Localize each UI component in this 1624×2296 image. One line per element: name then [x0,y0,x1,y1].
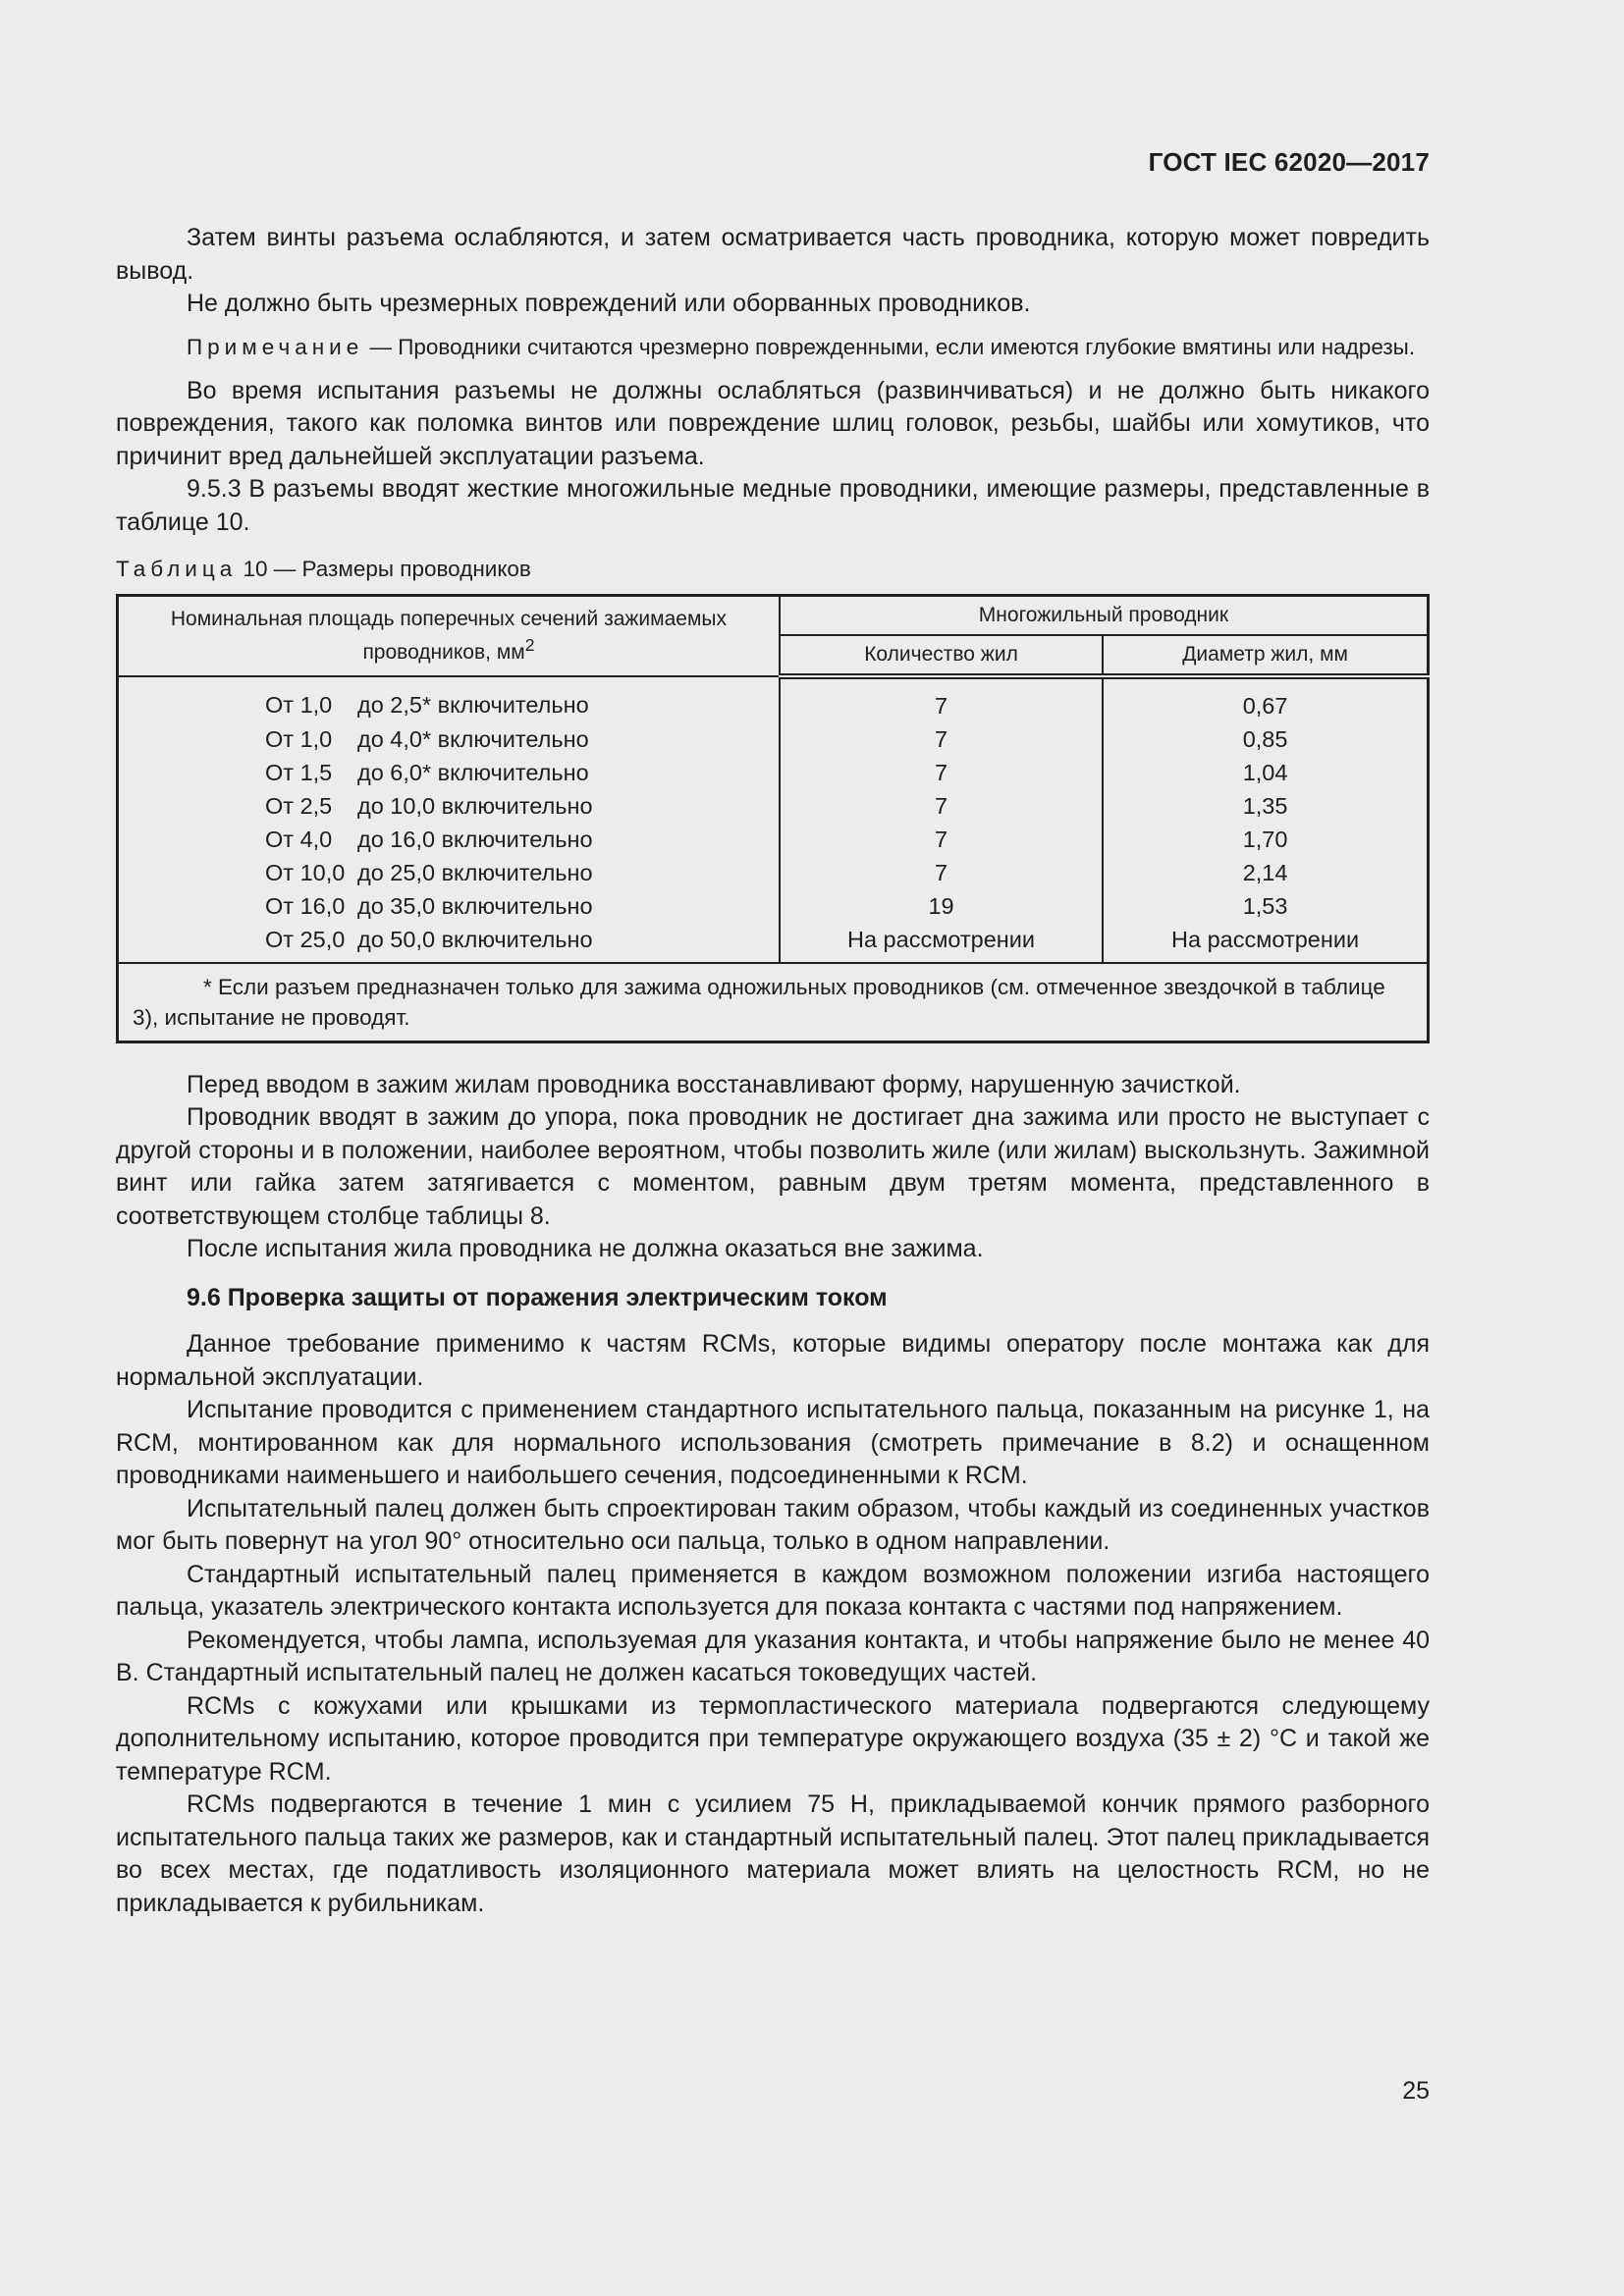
cell-count: 7 [780,856,1103,889]
table-caption-label: Таблица [116,557,238,581]
cell-count: 7 [780,722,1103,756]
cell-diameter: 1,04 [1103,756,1428,789]
table-row: От 25,0 до 50,0 включительно На рассмотрении На рассмотрении [118,923,1429,963]
body-text [116,222,1430,1920]
table-footnote: * Если разъем предназначен только для зажима одножильных проводников (см. отмеченное звездочкой в таблице 3), испытание не проводят. [118,963,1429,1042]
paragraph: Во время испытания разъемы не должны ослабляться (развинчиваться) и не должно быть никакого повреждения, такого как поломка винтов или повреждение шлиц головок, резьбы, шайбы или хомутиков, что причинит вред дальнейшей эксплуатации разъема. [116,376,1430,470]
note-label: Примечание [187,334,364,359]
paragraph: Стандартный испытательный палец применяется в каждом возможном положении изгиба настоящего пальца, указатель электрического контакта используется для показа контакта с частями под напряжением. [116,1560,1430,1621]
note-text: — Проводники считаются чрезмерно поврежденными, если имеются глубокие вмятины или надрезы. [363,334,1416,359]
table-row: От 10,0 до 25,0 включительно 7 2,14 [118,856,1429,889]
header-wire-diameter: Диаметр жил, мм [1103,635,1428,676]
paragraph: Затем винты разъема ослабляются, и затем осматривается часть проводника, которую может повредить вывод. [116,224,1430,285]
cell-diameter: 0,85 [1103,722,1428,756]
note [116,333,1430,361]
cell-diameter: 1,70 [1103,823,1428,856]
table-footnote-row [118,963,1429,1042]
header-stranded-conductor: Многожильный проводник [780,595,1429,635]
paragraph: Проводник вводят в зажим до упора, пока проводник не достигает дна зажима или просто не выступает с другой стороны и в положении, наиболее вероятном, чтобы позволить жиле (или жилам) выскользнуть. Зажимной винт или гайка затем затягивается с моментом, равным двум третям момента, представленного в соответствующем столбце таблицы 8. [116,1103,1430,1230]
paragraph: Рекомендуется, чтобы лампа, используемая для указания контакта, и чтобы напряжение было не менее 40 В. Стандартный испытательный палец не должен касаться токоведущих частей. [116,1626,1430,1686]
table-caption [116,553,1430,586]
paragraph: После испытания жила проводника не должна оказаться вне зажима. [187,1235,984,1262]
paragraph: RCMs с кожухами или крышками из термопластического материала подвергаются следующему дополнительному испытанию, которое проводится при температуре окружающего воздуха (35 ± 2) °С и такой же температуре RCM. [116,1691,1430,1786]
paragraph: RCMs подвергаются в течение 1 мин с усилием 75 Н, прикладываемой кончик прямого разборного испытательного пальца таких же размеров, как и стандартный испытательный палец. Этот палец прикладывается во всех местах, где податливость изоляционного материала может влиять на целостность RCM, но не прикладывается к рубильникам. [116,1790,1430,1917]
paragraph: Испытательный палец должен быть спроектирован таким образом, чтобы каждый из соединенных участков мог быть повернут на угол 90° относительно оси пальца, только в одном направлении. [116,1494,1430,1555]
header-cross-section: Номинальная площадь поперечных сечений зажимаемых проводников, $мм^2$ [118,595,780,676]
table-row: От 4,0 до 16,0 включительно 7 1,70 [118,823,1429,856]
cell-diameter: На рассмотрении [1103,923,1428,963]
paragraph: Данное требование применимо к частям RCMs, которые видимы оператору после монтажа как для нормальной эксплуатации. [116,1330,1430,1391]
paragraph: Не должно быть чрезмерных повреждений или оборванных проводников. [187,290,1031,317]
cell-count: 7 [780,823,1103,856]
table-row: От 2,5 до 10,0 включительно 7 1,35 [118,789,1429,823]
cell-count: 7 [780,789,1103,823]
cell-count: 7 [780,676,1103,722]
table-row: От 1,0 до 4,0* включительно 7 0,85 [118,722,1429,756]
conductor-size-table [116,594,1430,1043]
cell-diameter: 0,67 [1103,676,1428,722]
section-title: 9.6 Проверка защиты от поражения электрическим током [187,1283,888,1311]
table-caption-text: 10 — Размеры проводников [237,557,531,581]
paragraph: 9.5.3 В разъемы вводят жесткие многожильные медные проводники, имеющие размеры, представленные в таблице 10. [116,475,1430,536]
paragraph: Испытание проводится с применением стандартного испытательного пальца, показанным на рисунке 1, на RCM, монтированном как для нормального использования (смотреть примечание в 8.2) и оснащенном проводниками наименьшего и наибольшего сечения, подсоединенными к RCM. [116,1396,1430,1489]
cell-count: На рассмотрении [780,923,1103,963]
cell-diameter: 1,53 [1103,889,1428,923]
cell-diameter: 2,14 [1103,856,1428,889]
table-row: От 16,0 до 35,0 включительно 19 1,53 [118,889,1429,923]
header-wire-count: Количество жил [780,635,1103,676]
cell-count: 7 [780,756,1103,789]
table-row: От 1,0 до 2,5* включительно 7 0,67 [118,676,1429,722]
document-code: ГОСТ IEC 62020—2017 [1148,147,1430,177]
cell-diameter: 1,35 [1103,789,1428,823]
cell-count: 19 [780,889,1103,923]
table-row: От 1,5 до 6,0* включительно 7 1,04 [118,756,1429,789]
paragraph: Перед вводом в зажим жилам проводника восстанавливают форму, нарушенную зачисткой. [187,1070,1241,1098]
page-number: 25 [1402,2077,1430,2105]
